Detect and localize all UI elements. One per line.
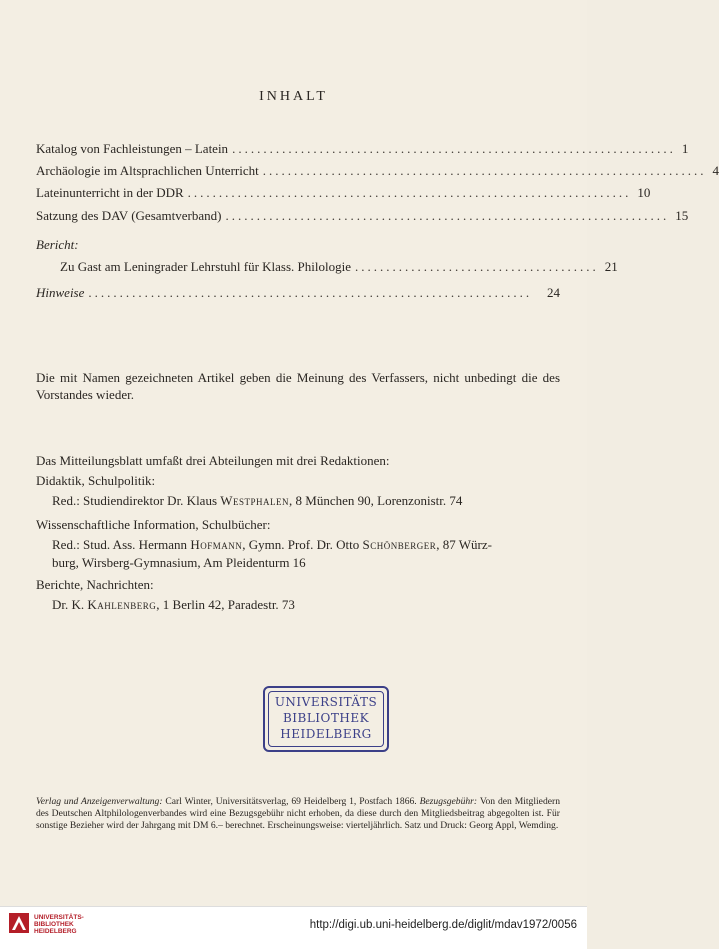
section-didaktik: Didaktik, Schulpolitik:: [36, 473, 156, 488]
toc-entry: Satzung des DAV (Gesamtverband) ....................................................................... 15: [36, 208, 689, 223]
editor-didaktik: Red.: Studiendirektor Dr. Klaus Westphalen, 8 München 90, Lorenzonistr. 74: [52, 493, 463, 508]
section-wissenschaft: Wissenschaftliche Information, Schulbücher:: [36, 517, 271, 532]
page-url[interactable]: http://digi.ub.uni-heidelberg.de/diglit/mdav1972/0056: [309, 919, 577, 931]
editorial-intro: Das Mitteilungsblatt umfaßt drei Abteilungen mit drei Redaktionen:: [36, 453, 390, 468]
section-berichte: Berichte, Nachrichten:: [36, 577, 154, 592]
editor-wissenschaft-line2: burg, Wirsberg-Gymnasium, Am Pleidenturm 16: [52, 555, 306, 570]
university-library-logo-icon: [8, 912, 30, 934]
toc-entry-hinweise: Hinweise ....................................................................... 24: [36, 285, 560, 300]
editor-wissenschaft: Red.: Stud. Ass. Hermann Hofmann, Gymn. Prof. Dr. Otto Schönberger, 87 Würz-: [52, 537, 492, 552]
page-title: INHALT: [259, 89, 328, 104]
library-logo-text: UNIVERSITÄTS- BIBLIOTHEK HEIDELBERG: [34, 914, 84, 935]
toc-entry: Katalog von Fachleistungen – Latein ....................................................................... 1: [36, 141, 689, 156]
imprint: Verlag und Anzeigenverwaltung: Carl Winter, Universitätsverlag, 69 Heidelberg 1, Postfach 1866. Bezugsgebühr: Von den Mitgliedern des Deutschen Altphilologenverbandes wird eine Bezugsgebühr nicht erhoben, da diese durch den Mitgliedsbeitrag abgegolten ist. Für sonstige Bezieher wird der Jahrgang mit DM 6.– berechnet. Erscheinungsweise: vierteljährlich. Satz und Druck: Georg Appl, Wemding.: [36, 796, 560, 831]
disclaimer: Die mit Namen gezeichneten Artikel geben die Meinung des Verfassers, nicht unbedingt die des Vorstandes wieder.: [36, 370, 560, 402]
editor-berichte: Dr. K. Kahlenberg, 1 Berlin 42, Paradestr. 73: [52, 597, 295, 612]
library-stamp: UNIVERSITÄTS BIBLIOTHEK HEIDELBERG: [263, 686, 389, 752]
toc-entry: Lateinunterricht in der DDR ....................................................................... 10: [36, 185, 651, 200]
toc-entry: Archäologie im Altsprachlichen Unterricht ....................................................................... 4: [36, 163, 719, 178]
bericht-label: Bericht:: [36, 237, 79, 252]
toc-entry-bericht: Zu Gast am Leningrader Lehrstuhl für Klass. Philologie ....................................... 21: [60, 259, 618, 274]
